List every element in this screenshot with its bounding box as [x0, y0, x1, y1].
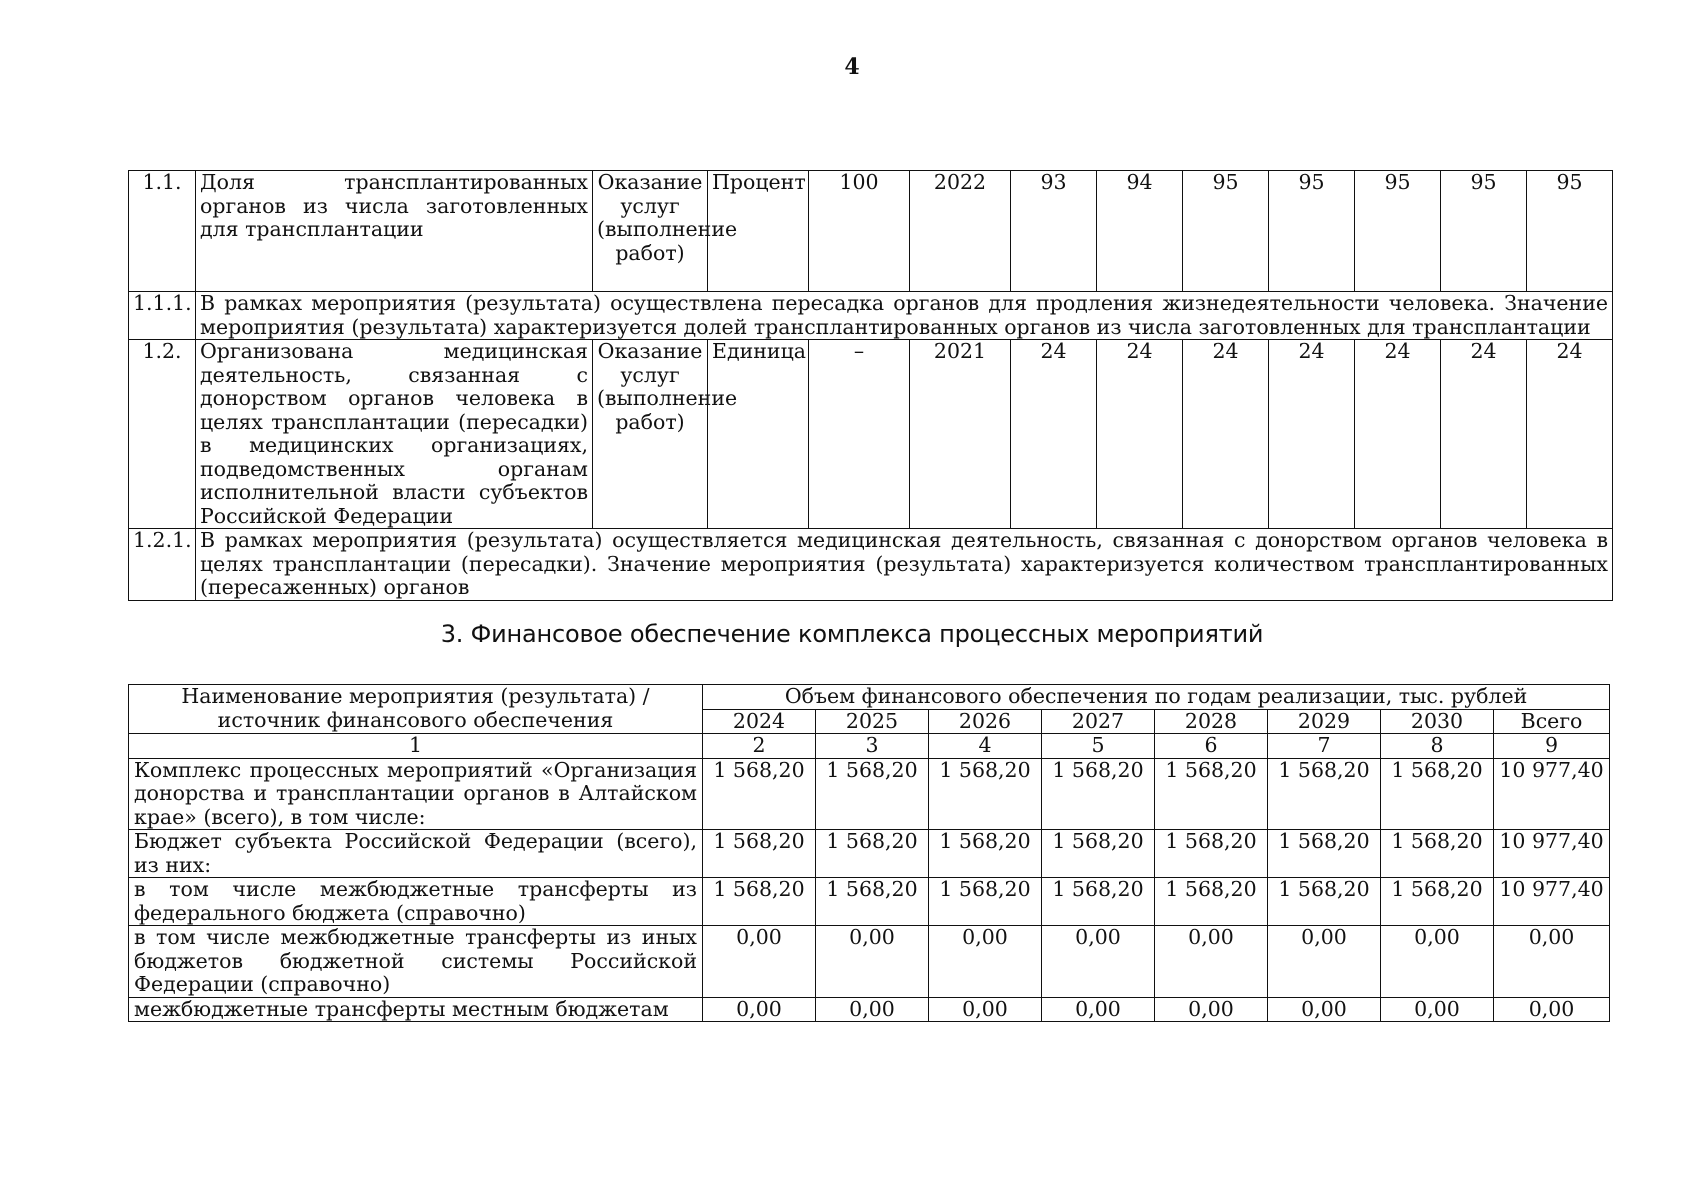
value-cell: 95 — [1355, 171, 1441, 292]
row-number: 1.1. — [129, 171, 196, 292]
financing-table — [128, 684, 1610, 1022]
table-row — [129, 830, 1610, 878]
amount-cell: 1 568,20 — [929, 830, 1042, 878]
year-header: 2028 — [1155, 709, 1268, 734]
amount-cell: 1 568,20 — [1381, 758, 1494, 830]
row-name: Комплекс процессных мероприятий «Организация донорства и трансплантации органов в Алтайском крае» (всего), в том числе: — [129, 758, 703, 830]
value-cell: 24 — [1269, 340, 1355, 529]
column-number: 8 — [1381, 734, 1494, 759]
amount-cell: 0,00 — [1155, 926, 1268, 998]
page-number: 4 — [844, 54, 860, 80]
amount-cell: 1 568,20 — [1042, 878, 1155, 926]
year-header: 2027 — [1042, 709, 1155, 734]
amount-cell: 1 568,20 — [1268, 878, 1381, 926]
amount-cell: 1 568,20 — [1042, 830, 1155, 878]
table-row — [129, 926, 1610, 998]
value-cell: 95 — [1441, 171, 1527, 292]
indicator-type: Оказание услуг (выполнение работ) — [593, 171, 708, 292]
column-number: 5 — [1042, 734, 1155, 759]
amount-cell: 1 568,20 — [703, 878, 816, 926]
amount-cell: 0,00 — [1042, 997, 1155, 1022]
amount-cell: 1 568,20 — [1042, 758, 1155, 830]
total-cell: 10 977,40 — [1494, 758, 1610, 830]
header-name: Наименование мероприятия (результата) / источник финансового обеспечения — [129, 685, 703, 734]
amount-cell: 1 568,20 — [929, 758, 1042, 830]
value-cell: 24 — [1183, 340, 1269, 529]
amount-cell: 1 568,20 — [816, 830, 929, 878]
column-numbers-row — [129, 734, 1610, 759]
section-title: 3. Финансовое обеспечение комплекса процессных мероприятий — [440, 620, 1264, 648]
indicator-name: Организована медицинская деятельность, связанная с донорством органов человека в целях трансплантации (пересадки) в медицинских организациях, подведомственных органам исполнительной власти субъектов Российской Федерации — [196, 340, 593, 529]
amount-cell: 1 568,20 — [1155, 758, 1268, 830]
column-number: 9 — [1494, 734, 1610, 759]
header-row — [129, 685, 1610, 710]
column-number: 7 — [1268, 734, 1381, 759]
row-name: Бюджет субъекта Российской Федерации (всего), из них: — [129, 830, 703, 878]
column-number: 6 — [1155, 734, 1268, 759]
note-text: В рамках мероприятия (результата) осуществлена пересадка органов для продления жизнедеятельности человека. Значение мероприятия (результата) характеризуется долей трансплантированных органов из числа заготовленных для трансплантации — [196, 292, 1613, 340]
column-number: 4 — [929, 734, 1042, 759]
amount-cell: 1 568,20 — [1155, 878, 1268, 926]
amount-cell: 1 568,20 — [816, 758, 929, 830]
amount-cell: 0,00 — [1268, 997, 1381, 1022]
amount-cell: 0,00 — [816, 926, 929, 998]
year-header: 2024 — [703, 709, 816, 734]
base-year: 2021 — [910, 340, 1011, 529]
year-header: 2029 — [1268, 709, 1381, 734]
amount-cell: 0,00 — [816, 997, 929, 1022]
amount-cell: 1 568,20 — [1381, 830, 1494, 878]
total-cell: 10 977,40 — [1494, 878, 1610, 926]
amount-cell: 1 568,20 — [1268, 758, 1381, 830]
amount-cell: 0,00 — [1155, 997, 1268, 1022]
indicator-unit: Процент — [708, 171, 809, 292]
row-name: в том числе межбюджетные трансферты из иных бюджетов бюджетной системы Российской Федерации (справочно) — [129, 926, 703, 998]
indicators-table — [128, 170, 1613, 601]
table-row — [129, 878, 1610, 926]
total-cell: 10 977,40 — [1494, 830, 1610, 878]
amount-cell: 1 568,20 — [703, 830, 816, 878]
row-name: межбюджетные трансферты местным бюджетам — [129, 997, 703, 1022]
amount-cell: 0,00 — [1381, 997, 1494, 1022]
indicator-type: Оказание услуг (выполнение работ) — [593, 340, 708, 529]
base-value: – — [809, 340, 910, 529]
value-cell: 24 — [1097, 340, 1183, 529]
amount-cell: 0,00 — [1268, 926, 1381, 998]
amount-cell: 1 568,20 — [929, 878, 1042, 926]
value-cell: 24 — [1011, 340, 1097, 529]
amount-cell: 0,00 — [1381, 926, 1494, 998]
total-cell: 0,00 — [1494, 997, 1610, 1022]
row-name: в том числе межбюджетные трансферты из федерального бюджета (справочно) — [129, 878, 703, 926]
amount-cell: 1 568,20 — [1268, 830, 1381, 878]
value-cell: 95 — [1183, 171, 1269, 292]
year-header: 2026 — [929, 709, 1042, 734]
note-text: В рамках мероприятия (результата) осуществляется медицинская деятельность, связанная с донорством органов человека в целях трансплантации (пересадки). Значение мероприятия (результата) характеризуется количеством трансплантированных (пересаженных) органов — [196, 529, 1613, 601]
table-row — [129, 340, 1613, 529]
base-value: 100 — [809, 171, 910, 292]
amount-cell: 1 568,20 — [816, 878, 929, 926]
base-year: 2022 — [910, 171, 1011, 292]
amount-cell: 1 568,20 — [703, 758, 816, 830]
amount-cell: 0,00 — [1042, 926, 1155, 998]
indicator-name: Доля трансплантированных органов из числа заготовленных для трансплантации — [196, 171, 593, 292]
amount-cell: 0,00 — [703, 926, 816, 998]
table-row — [129, 292, 1613, 340]
value-cell: 93 — [1011, 171, 1097, 292]
value-cell: 24 — [1355, 340, 1441, 529]
column-number: 1 — [129, 734, 703, 759]
value-cell: 24 — [1441, 340, 1527, 529]
header-group: Объем финансового обеспечения по годам реализации, тыс. рублей — [703, 685, 1610, 710]
value-cell: 94 — [1097, 171, 1183, 292]
value-cell: 24 — [1527, 340, 1613, 529]
table-row — [129, 529, 1613, 601]
amount-cell: 1 568,20 — [1155, 830, 1268, 878]
year-header: 2025 — [816, 709, 929, 734]
table-row — [129, 171, 1613, 292]
amount-cell: 0,00 — [703, 997, 816, 1022]
row-number: 1.2. — [129, 340, 196, 529]
year-header: Всего — [1494, 709, 1610, 734]
row-number: 1.2.1. — [129, 529, 196, 601]
value-cell: 95 — [1269, 171, 1355, 292]
amount-cell: 0,00 — [929, 926, 1042, 998]
amount-cell: 0,00 — [929, 997, 1042, 1022]
table-row — [129, 758, 1610, 830]
column-number: 2 — [703, 734, 816, 759]
total-cell: 0,00 — [1494, 926, 1610, 998]
column-number: 3 — [816, 734, 929, 759]
year-header: 2030 — [1381, 709, 1494, 734]
amount-cell: 1 568,20 — [1381, 878, 1494, 926]
table-row — [129, 997, 1610, 1022]
value-cell: 95 — [1527, 171, 1613, 292]
row-number: 1.1.1. — [129, 292, 196, 340]
indicator-unit: Единица — [708, 340, 809, 529]
